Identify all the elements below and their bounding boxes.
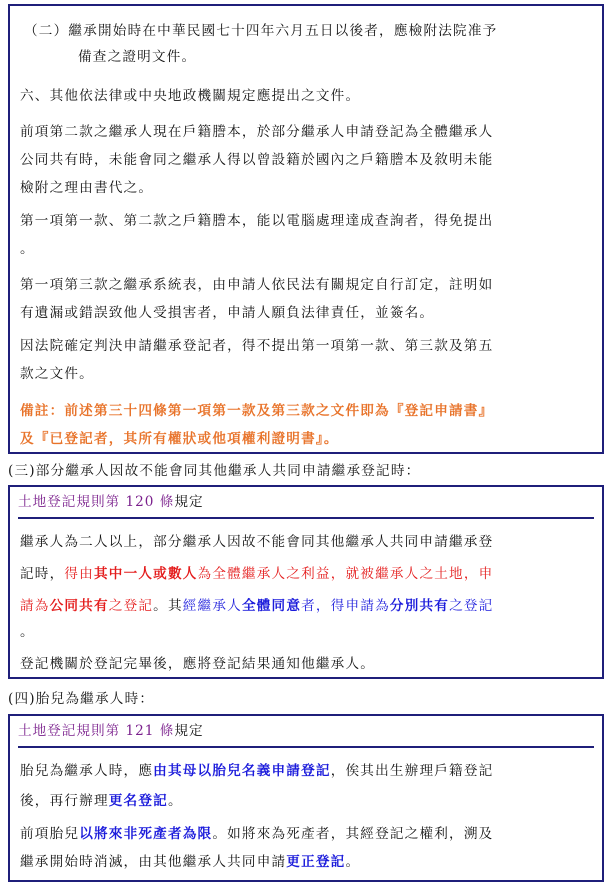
s4-line2: [20, 788, 594, 815]
s3-l3-h: 分別共有: [389, 598, 450, 614]
note-line1: 備註：前述第三十四條第一項第一款及第三款之文件即為『登記申請書』: [20, 403, 494, 419]
para-b-line1: 第一項第一款、第二款之戶籍謄本，能以電腦處理達成查詢者，得免提出: [20, 213, 494, 229]
title-article-suffix: 條: [159, 494, 175, 510]
para-a-line3: 檢附之理由書代之。: [20, 180, 154, 196]
box-121-title: [18, 716, 594, 748]
title-article-number: 121: [125, 723, 155, 739]
s4-l2-c: 。: [167, 793, 183, 809]
item-two-marker: （二）: [24, 23, 69, 39]
title-article-number: 120: [125, 494, 155, 510]
s4-l1-a: 胎兒為繼承人時，應: [20, 763, 154, 779]
title-prefix: 土地登記規則第: [18, 723, 121, 739]
s4-l1-b: 由其母以胎兒名義申請登記: [153, 763, 331, 779]
statute-box-121: [8, 714, 604, 882]
s3-l2-a: 記時，: [20, 566, 65, 582]
s3-l3-f: 全體同意: [241, 598, 302, 614]
s4-l3-c: 。如將來為死產者，其經登記之權利，溯及: [212, 826, 494, 842]
s3-l3-c: 之登記: [108, 598, 154, 614]
para-b-line2: 。: [20, 241, 35, 257]
s4-l1-c: ，俟其出生辦理戶籍登記: [330, 763, 494, 779]
para-a-line1: 前項第二款之繼承人現在戶籍謄本，於部分繼承人申請登記為全體繼承人: [20, 124, 494, 140]
para-d-line2: 款之文件。: [20, 366, 94, 382]
s3-l2-b: 得由: [64, 566, 94, 582]
s3-line3: [20, 593, 594, 620]
item-two: [24, 18, 594, 45]
item-six: 六、其他依法律或中央地政機關規定應提出之文件。: [20, 88, 361, 104]
s4-l2-a: 後，再行辦理: [20, 793, 109, 809]
para-c-line2: 有遺漏或錯誤致他人受損害者，申請人願負法律責任，並簽名。: [20, 305, 435, 321]
s3-l3-a: 請為: [20, 598, 50, 614]
note-line2: 及『已登記者，其所有權狀或他項權利證明書』。: [20, 431, 339, 447]
s4-line3: [20, 821, 594, 848]
s3-line2: [20, 561, 594, 588]
para-a-line2: 公同共有時，未能會同之繼承人得以曾設籍於國內之戶籍謄本及敘明未能: [20, 152, 494, 168]
s3-line1: 繼承人為二人以上，部分繼承人因故不能會同其他繼承人共同申請繼承登: [20, 534, 494, 550]
item-two-cont: 備查之證明文件。: [78, 49, 197, 65]
s4-l4-b: 更正登記: [286, 854, 346, 870]
item-two-text: 繼承開始時在中華民國七十四年六月五日以後者，應檢附法院准予: [68, 23, 498, 39]
statute-box-120: [8, 485, 604, 679]
s3-l3-i: 之登記: [449, 598, 494, 614]
s4-l2-b: 更名登記: [108, 793, 168, 809]
section-4-heading: (四)胎兒為繼承人時：: [8, 691, 155, 707]
title-prefix: 土地登記規則第: [18, 494, 121, 510]
title-rule: 規定: [174, 494, 204, 510]
s4-l3-a: 前項胎兒: [20, 826, 80, 842]
s3-l3-g: 者，得申請為: [301, 598, 390, 614]
section-3-heading: (三)部分繼承人因故不能會同其他繼承人共同申請繼承登記時：: [8, 463, 421, 479]
s3-l2-c: 其中一人或數人: [93, 566, 198, 582]
statute-box-34: [8, 4, 604, 454]
s3-l3-e: 經繼承人: [182, 598, 242, 614]
box-120-title: [18, 487, 594, 519]
title-rule: 規定: [174, 723, 204, 739]
s3-l2-d: 為全體繼承人之利益，就被繼承人之土地，申: [197, 566, 494, 582]
para-c-line1: 第一項第三款之繼承系統表，由申請人依民法有關規定自行訂定，註明如: [20, 277, 494, 293]
s3-line4: 。: [20, 624, 35, 640]
s3-l3-b: 公同共有: [49, 598, 109, 614]
s4-l4-c: 。: [345, 854, 361, 870]
title-article-suffix: 條: [159, 723, 175, 739]
s4-line1: [20, 758, 594, 785]
s3-l3-d: 。其: [153, 598, 183, 614]
s4-l3-b: 以將來非死產者為限: [79, 826, 213, 842]
s3-line5: 登記機關於登記完畢後，應將登記結果通知他繼承人。: [20, 656, 376, 672]
s4-l4-a: 繼承開始時消滅，由其他繼承人共同申請: [20, 854, 287, 870]
para-d-line1: 因法院確定判決申請繼承登記者，得不提出第一項第一款、第三款及第五: [20, 338, 494, 354]
s4-line4: [20, 849, 594, 876]
